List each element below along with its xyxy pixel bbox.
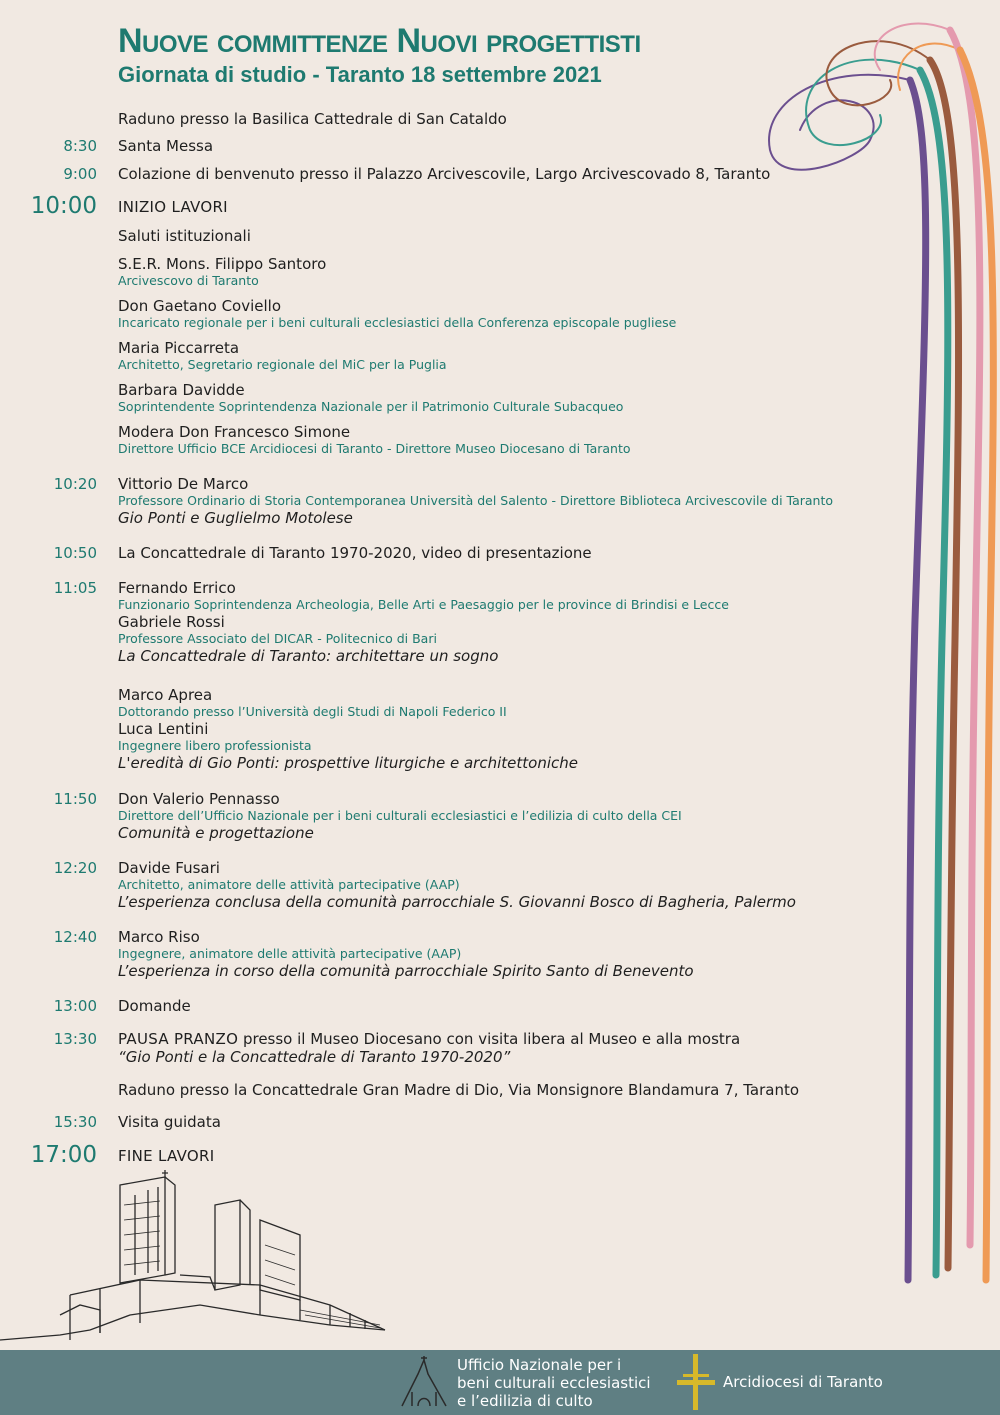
- event-text: Visita guidata: [118, 1113, 221, 1131]
- time-label: 13:00: [53, 997, 97, 1015]
- time-label: 12:40: [53, 928, 97, 946]
- speaker-role: Incaricato regionale per i beni culturali ecclesiastici della Conferenza episcopale pugliese: [118, 315, 677, 330]
- event-text: Domande: [118, 997, 191, 1015]
- speaker-role: Ingegnere libero professionista: [118, 738, 312, 753]
- time-label: 11:50: [53, 790, 97, 808]
- time-label: 11:05: [53, 579, 97, 597]
- time-label: 13:30: [53, 1030, 97, 1048]
- speaker-name: Maria Piccarreta: [118, 339, 240, 357]
- speaker-role: Architetto, animatore delle attività partecipative (AAP): [118, 877, 460, 892]
- time-label: 10:20: [53, 475, 97, 493]
- speaker-name: Davide Fusari: [118, 859, 220, 877]
- speaker-role: Soprintendente Soprintendenza Nazionale per il Patrimonio Culturale Subacqueo: [118, 399, 624, 414]
- speaker-name: Don Francesco Simone: [179, 423, 351, 441]
- speaker-role: Direttore dell’Ufficio Nazionale per i beni culturali ecclesiastici e l’edilizia di culto della CEI: [118, 808, 682, 823]
- exhibition-title: “Gio Ponti e la Concattedrale di Taranto 1970-2020”: [118, 1048, 511, 1066]
- talk-title: Comunità e progettazione: [118, 824, 314, 842]
- speaker-name: Marco Aprea: [118, 686, 213, 704]
- event-detail: presso il Museo Diocesano con visita libera al Museo e alla mostra: [238, 1030, 741, 1048]
- church-logo-icon: [398, 1356, 450, 1410]
- time-label: 10:50: [53, 544, 97, 562]
- time-label: 10:00: [30, 193, 97, 219]
- speaker-role: Ingegnere, animatore delle attività partecipative (AAP): [118, 946, 462, 961]
- speaker-name: Marco Riso: [118, 928, 200, 946]
- saluti-heading: Saluti istituzionali: [118, 227, 251, 245]
- speaker-name: Don Gaetano Coviello: [118, 297, 282, 315]
- speaker-role: Architetto, Segretario regionale del MiC per la Puglia: [118, 357, 447, 372]
- time-label: 12:20: [53, 859, 97, 877]
- speaker-name: Don Valerio Pennasso: [118, 790, 280, 808]
- event-text: FINE LAVORI: [118, 1147, 215, 1165]
- talk-title: Gio Ponti e Guglielmo Motolese: [118, 509, 353, 527]
- raduno-text: Raduno presso la Concattedrale Gran Madre di Dio, Via Monsignore Blandamura 7, Taranto: [118, 1081, 800, 1099]
- talk-title: L’esperienza in corso della comunità parrocchiale Spirito Santo di Benevento: [118, 962, 694, 980]
- event-text: Colazione di benvenuto presso il Palazzo Arcivescovile, Largo Arcivescovado 8, Taranto: [118, 165, 771, 183]
- cathedral-illustration: [0, 1165, 400, 1365]
- footer-office-text: Ufficio Nazionale per i beni culturali ecclesiastici e l’edilizia di culto: [457, 1356, 651, 1410]
- speaker-role: Professore Associato del DICAR - Politecnico di Bari: [118, 631, 437, 646]
- event-text: Santa Messa: [118, 137, 214, 155]
- speaker-role: Arcivescovo di Taranto: [118, 273, 259, 288]
- talk-title: La Concattedrale di Taranto: architettare un sogno: [118, 647, 499, 665]
- footer-diocese-text: Arcidiocesi di Taranto: [723, 1373, 883, 1391]
- page-subtitle: Giornata di studio - Taranto 18 settembre 2021: [118, 62, 602, 87]
- speaker-name: Fernando Errico: [118, 579, 236, 597]
- footer-bar: [0, 1350, 1000, 1415]
- speaker-name: Barbara Davidde: [118, 381, 245, 399]
- speaker-role: Funzionario Soprintendenza Archeologia, Belle Arti e Paesaggio per le province di Brindisi e Lecce: [118, 597, 729, 612]
- intro-text: Raduno presso la Basilica Cattedrale di San Cataldo: [118, 110, 507, 128]
- speaker-name: Gabriele Rossi: [118, 613, 225, 631]
- time-label: 9:00: [63, 165, 97, 183]
- page-title: Nuove committenze Nuovi progettisti: [118, 22, 641, 60]
- speaker-name: Vittorio De Marco: [118, 475, 249, 493]
- speaker-name: S.E.R. Mons. Filippo Santoro: [118, 255, 327, 273]
- talk-title: L’esperienza conclusa della comunità parrocchiale S. Giovanni Bosco di Bagheria, Palermo: [118, 893, 796, 911]
- time-label: 15:30: [53, 1113, 97, 1131]
- talk-title: L'eredità di Gio Ponti: prospettive liturgiche e architettoniche: [118, 754, 578, 772]
- speaker-role: Dottorando presso l’Università degli Studi di Napoli Federico II: [118, 704, 507, 719]
- speaker-role: Direttore Ufficio BCE Arcidiocesi di Taranto - Direttore Museo Diocesano di Taranto: [118, 441, 631, 456]
- cross-icon: [675, 1354, 717, 1410]
- event-text: INIZIO LAVORI: [118, 198, 228, 216]
- speaker-name: Luca Lentini: [118, 720, 209, 738]
- speaker-role: Professore Ordinario di Storia Contemporanea Università del Salento - Direttore Biblioteca Arcivescovile di Taranto: [118, 493, 834, 508]
- moderator-prefix: Modera: [118, 423, 179, 441]
- event-text: La Concattedrale di Taranto 1970-2020, video di presentazione: [118, 544, 592, 562]
- event-text: PAUSA PRANZO: [118, 1030, 239, 1048]
- time-label: 8:30: [63, 137, 97, 155]
- time-label: 17:00: [30, 1142, 97, 1168]
